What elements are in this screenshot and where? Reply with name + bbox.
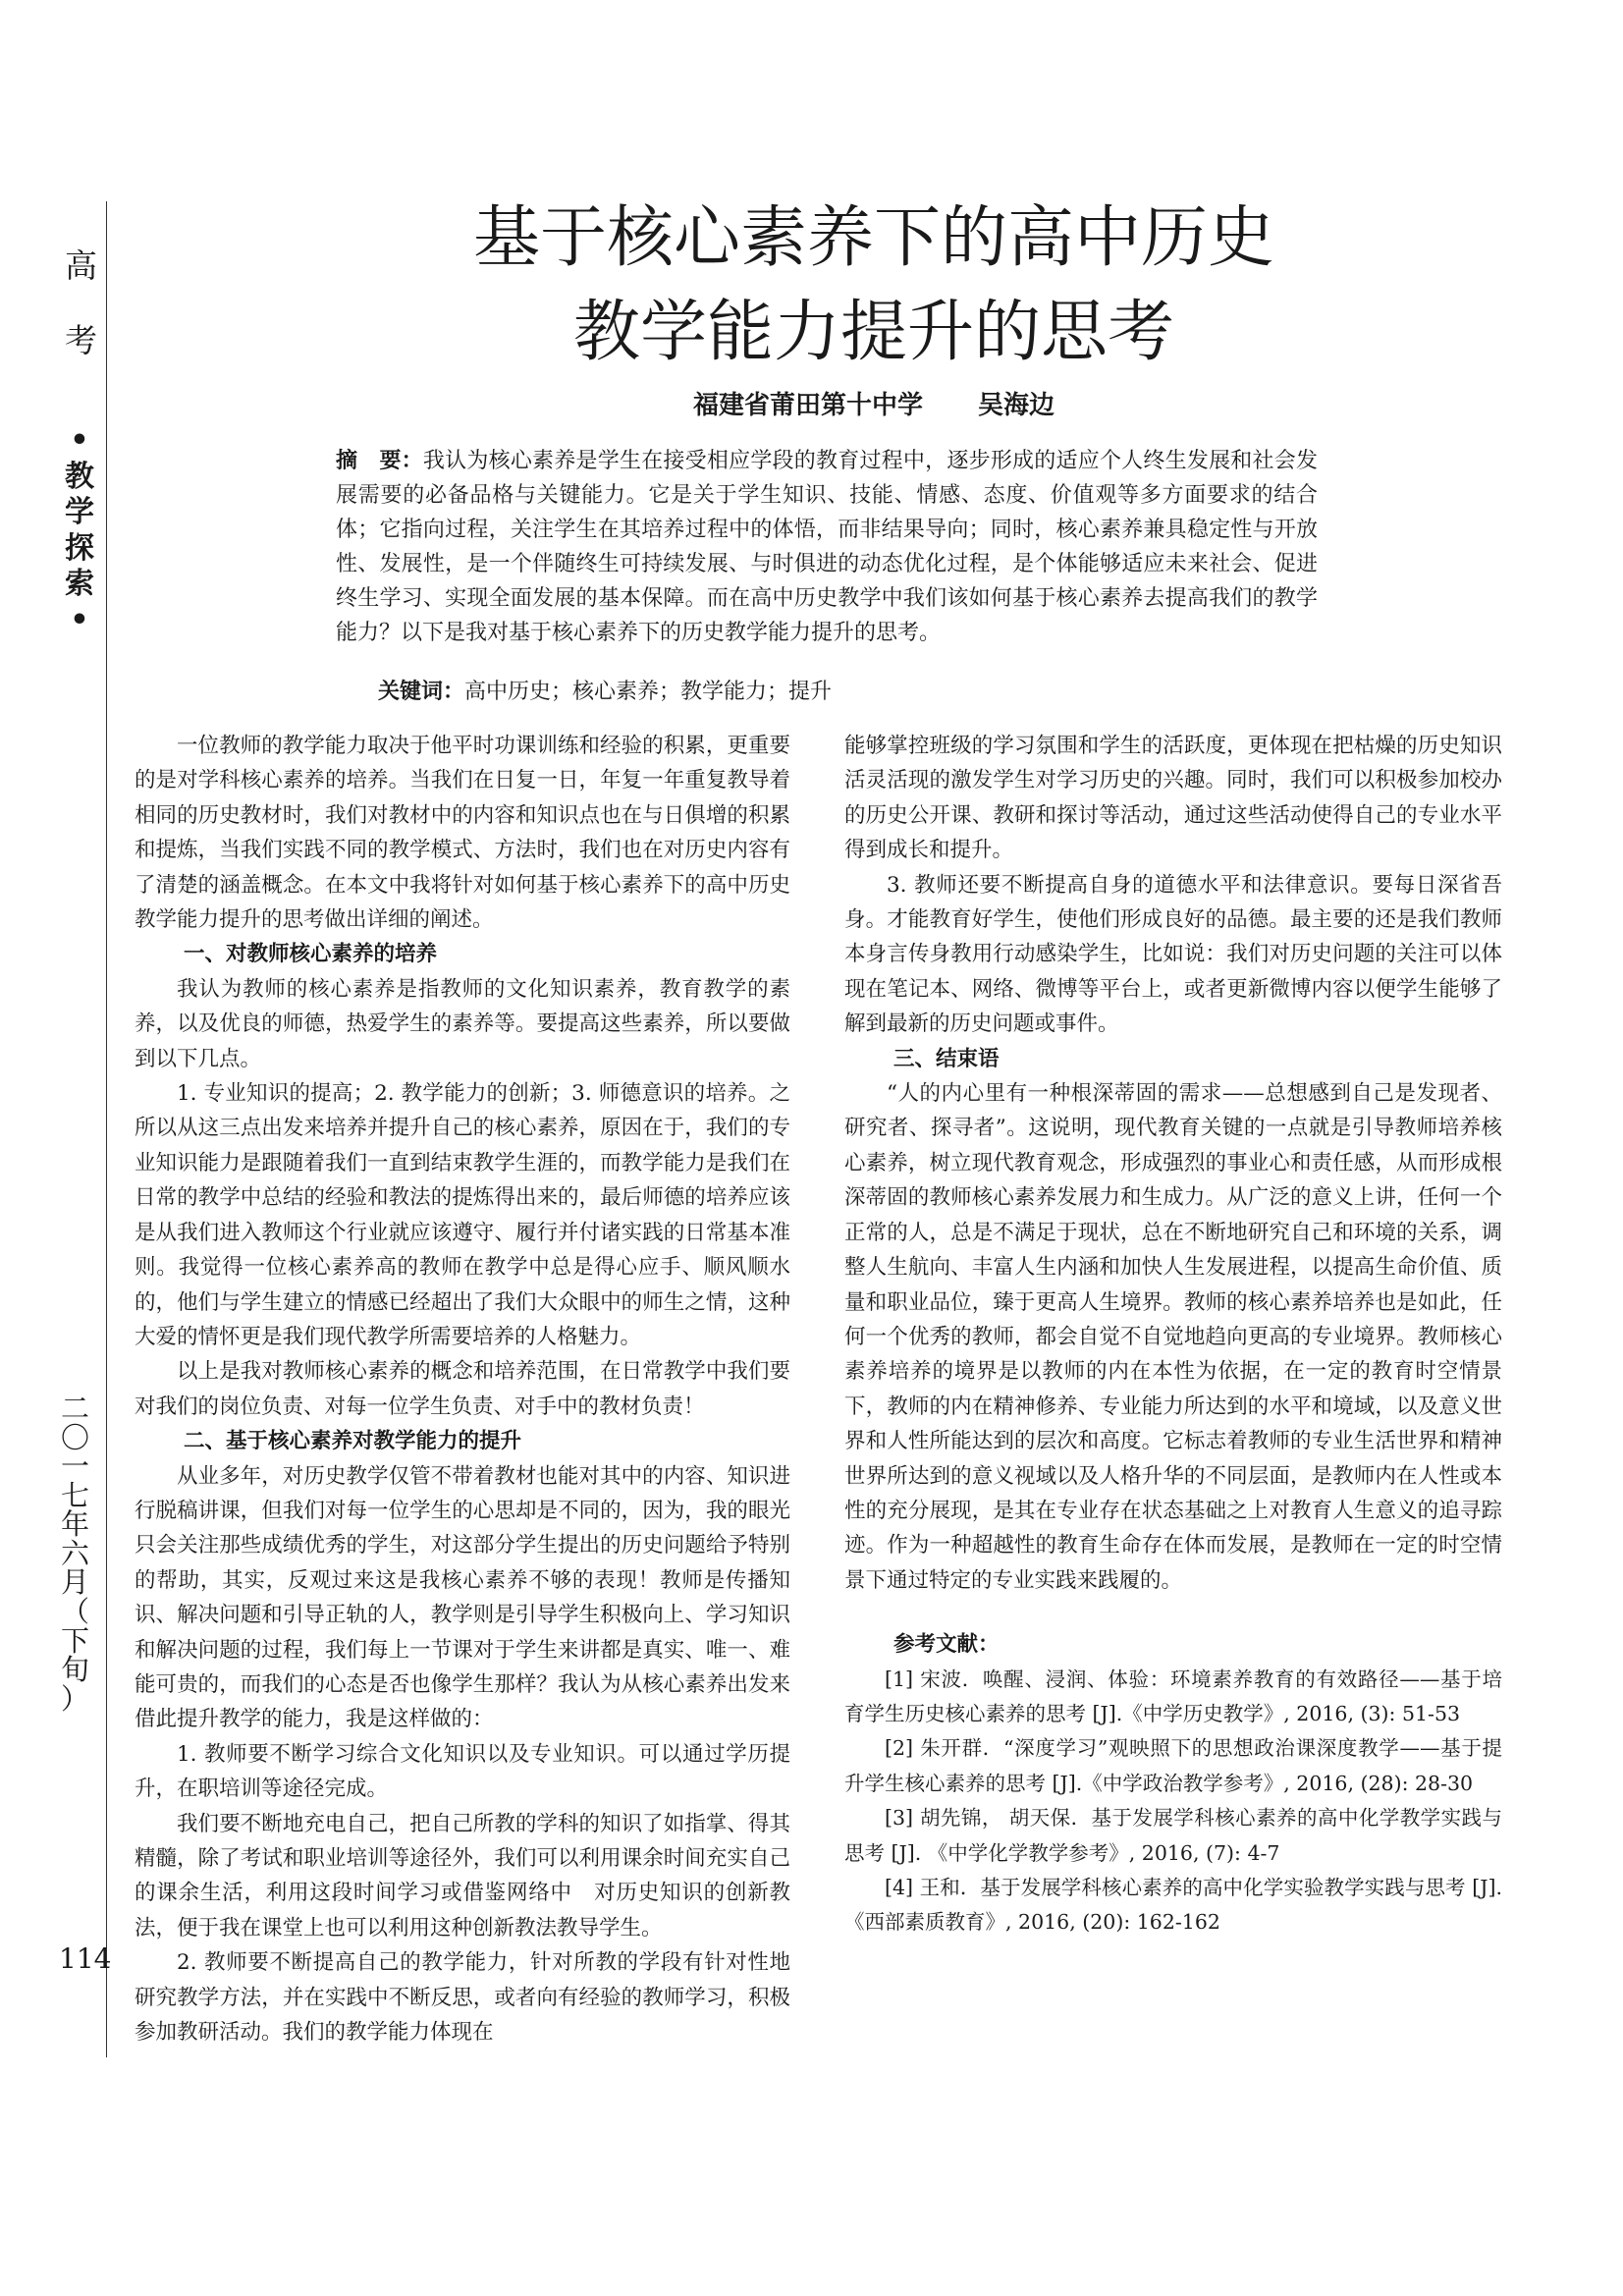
paragraph: “人的内心里有一种根深蒂固的需求——总想感到自己是发现者、研究者、探寻者”。这说明，现代教育关键的一点就是引导教师培养核心素养，树立现代教育观念，形成强烈的事业心和责任感，从而形成根深蒂固的教师核心素养发展力和生成力。从广泛的意义上讲，任何一个正常的人，总是不满足于现状，总在不断地研究自己和环境的关系，调整人生航向、丰富人生内涵和加快人生发展进程，以提高生命价值、质量和职业品位，臻于更高人生境界。教师的核心素养培养也是如此，任何一个优秀的教师，都会自觉不自觉地趋向更高的专业境界。教师核心素养培养的境界是以教师的内在本性为依据，在一定的教育时空情景下，教师的内在精神修养、专业能力所达到的水平和境域，以及意义世界和人性所能达到的层次和高度。它标志着教师的专业生活世界和精神世界所达到的意义视域以及人格升华的不同层面，是教师内在人性或本性的充分展现，是其在专业存在状态基础之上对教育人生意义的追寻踪迹。作为一种超越性的教育生命存在体而发展，是教师在一定的时空情景下通过特定的专业实践来践履的。 (844, 1081, 1502, 1593)
title-line-2: 教学能力提升的思考 (572, 294, 1174, 371)
sidebar-char: 一 (61, 1449, 90, 1484)
author-affiliation: 福建省莆田第十中学 (692, 391, 923, 420)
sidebar-char: 月 (61, 1565, 90, 1600)
sidebar-char: • (70, 602, 89, 637)
sidebar-char: 年 (61, 1507, 90, 1542)
sidebar-char: 六 (61, 1536, 90, 1570)
body-column-right (844, 729, 1502, 1941)
paragraph: 3. 教师还要不断提高自身的道德水平和法律意识。要每日深省吾身。才能教育好学生，使他们形成良好的品德。最主要的还是我们教师本身言传身教用行动感染学生，比如说：我们对历史问题的关注可以体现在笔记本、网络、微博等平台上，或者更新微博内容以便学生能够了解到最新的历史问题或事件。 (844, 872, 1502, 1037)
sidebar-char: 二 (61, 1392, 90, 1425)
reference-item: [3] 胡先锦， 胡天保．基于发展学科核心素养的高中化学教学实践与思考 [J]. 《中学化学教学参考》, 2016, (7): 4-7 (844, 1806, 1502, 1865)
abstract-text: 我认为核心素养是学生在接受相应学段的教育过程中，逐步形成的适应个人终生发展和社会发展需要的必备品格与关键能力。它是关于学生知识、技能、情感、态度、价值观等多方面要求的结合体；它指向过程，关注学生在其培养过程中的体悟，而非结果导向；同时，核心素养兼具稳定性与开放性、发展性，是一个伴随终生可持续发展、与时俱进的动态优化过程，是个体能够适应未来社会、促进终生学习、实现全面发展的基本保障。而在高中历史教学中我们该如何基于核心素养去提高我们的教学能力？以下是我对基于核心素养下的历史教学能力提升的思考。 (336, 449, 1318, 645)
body-column-left (135, 729, 790, 2050)
section-heading: 三、结束语 (893, 1046, 1000, 1071)
section-heading: 一、对教师核心素养的培养 (184, 942, 438, 967)
keywords (378, 675, 1321, 709)
paragraph: 从业多年，对历史教学仅管不带着教材也能对其中的内容、知识进行脱稿讲课，但我们对每一位学生的心思却是不同的，因为，我的眼光只会关注那些成绩优秀的学生，对这部分学生提出的历史问题给予特别的帮助，其实，反观过来这是我核心素养不够的表现！教师是传播知识、解决问题和引导正轨的人，教学则是引导学生积极向上、学习知识和解决问题的过程，我们每上一节课对于学生来讲都是真实、唯一、难能可贵的，而我们的心态是否也像学生那样？我认为从核心素养出发来借此提升教学的能力，我是这样做的： (135, 1463, 790, 1732)
sidebar-char: 七 (61, 1478, 90, 1512)
keywords-text: 高中历史；核心素养；教学能力；提升 (464, 680, 833, 704)
article-title (177, 191, 1571, 380)
author-line (177, 385, 1571, 421)
page-number: 114 (59, 1942, 112, 1975)
sidebar-char: （ (61, 1595, 90, 1629)
sidebar-char: 〇 (61, 1420, 90, 1454)
sidebar-journal-name (65, 247, 97, 359)
sidebar-char: 探 (65, 530, 94, 566)
sidebar-column-name (65, 424, 94, 637)
author-name: 吴海边 (978, 391, 1055, 420)
paragraph: 1. 教师要不断学习综合文化知识以及专业知识。可以通过学历提升，在职培训等途径完成。 (135, 1741, 790, 1802)
sidebar-char: 下 (61, 1623, 90, 1658)
sidebar-divider-line (106, 201, 107, 2057)
reference-item: [4] 王和．基于发展学科核心素养的高中化学实验教学实践与思考 [J].《西部素质教育》, 2016, (20): 162-162 (844, 1876, 1502, 1935)
sidebar-char: 考 (65, 320, 97, 359)
sidebar-char: 学 (65, 495, 94, 529)
paragraph: 一位教师的教学能力取决于他平时功课训练和经验的积累，更重要的是对学科核心素养的培养。当我们在日复一日，年复一年重复教导着相同的历史教材时，我们对教材中的内容和知识点也在与日俱增的积累和提炼，当我们实践不同的教学模式、方法时，我们也在对历史内容有了清楚的涵盖概念。在本文中我将针对如何基于核心素养下的高中历史教学能力提升的思考做出详细的阐述。 (135, 734, 790, 933)
title-line-1: 基于核心素养下的高中历史 (472, 199, 1274, 277)
paragraph: 以上是我对教师核心素养的概念和培养范围，在日常教学中我们要对我们的岗位负责、对每一位学生负责、对手中的教材负责！ (135, 1359, 790, 1419)
abstract-label: 摘 要： (336, 449, 423, 473)
abstract (336, 444, 1318, 650)
paragraph: 我认为教师的核心素养是指教师的文化知识素养，教育教学的素养，以及优良的师德，热爱学生的素养等。要提高这些素养，所以要做到以下几点。 (135, 976, 790, 1071)
sidebar-char: ） (61, 1681, 90, 1716)
paragraph: 能够掌控班级的学习氛围和学生的活跃度，更体现在把枯燥的历史知识活灵活现的激发学生对学习历史的兴趣。同时，我们可以积极参加校办的历史公开课、教研和探讨等活动，通过这些活动使得自己的专业水平得到成长和提升。 (844, 734, 1502, 863)
paragraph: 2. 教师要不断提高自己的教学能力，针对所教的学段有针对性地研究教学方法，并在实践中不断反思，或者向有经验的教师学习，积极参加教研活动。我们的教学能力体现在 (135, 1950, 790, 2046)
sidebar-char: • (70, 423, 89, 458)
paragraph: 1. 专业知识的提高；2. 教学能力的创新；3. 师德意识的培养。之所以从这三点出发来培养并提升自己的核心素养，原因在于，我们的专业知识能力是跟随着我们一直到结束教学生涯的，而教学能力是我们在日常的教学中总结的经验和教法的提炼得出来的，最后师德的培养应该是从我们进入教师这个行业就应该遵守、履行并付诸实践的日常基本准则。我觉得一位核心素养高的教师在教学中总是得心应手、顺风顺水的，他们与学生建立的情感已经超出了我们大众眼中的师生之情，这种大爱的情怀更是我们现代教学所需要培养的人格魅力。 (135, 1081, 790, 1349)
sidebar-char: 旬 (61, 1653, 90, 1687)
section-heading: 二、基于核心素养对教学能力的提升 (184, 1429, 522, 1454)
keywords-label: 关键词： (378, 680, 465, 704)
sidebar-issue-date (61, 1394, 89, 1714)
sidebar-char: 索 (65, 567, 94, 601)
paragraph: 我们要不断地充电自己，把自己所教的学科的知识了如指掌、得其精髓，除了考试和职业培训等途径外，我们可以利用课余时间充实自己的课余生活，利用这段时间学习或借鉴网络中 对历史知识的创新教法，便于我在课堂上也可以利用这种创新教法教导学生。 (135, 1811, 790, 1941)
reference-item: [2] 朱开群．“深度学习”观映照下的思想政治课深度教学——基于提升学生核心素养的思考 [J].《中学政治教学参考》, 2016, (28): 28-30 (844, 1736, 1502, 1795)
references-heading: 参考文献： (893, 1632, 1000, 1658)
sidebar-char: 高 (65, 246, 97, 285)
reference-item: [1] 宋波．唤醒、浸润、体验：环境素养教育的有效路径——基于培育学生历史核心素养的思考 [J].《中学历史教学》, 2016, (3): 51-53 (844, 1667, 1502, 1725)
sidebar-char: 教 (65, 459, 94, 494)
